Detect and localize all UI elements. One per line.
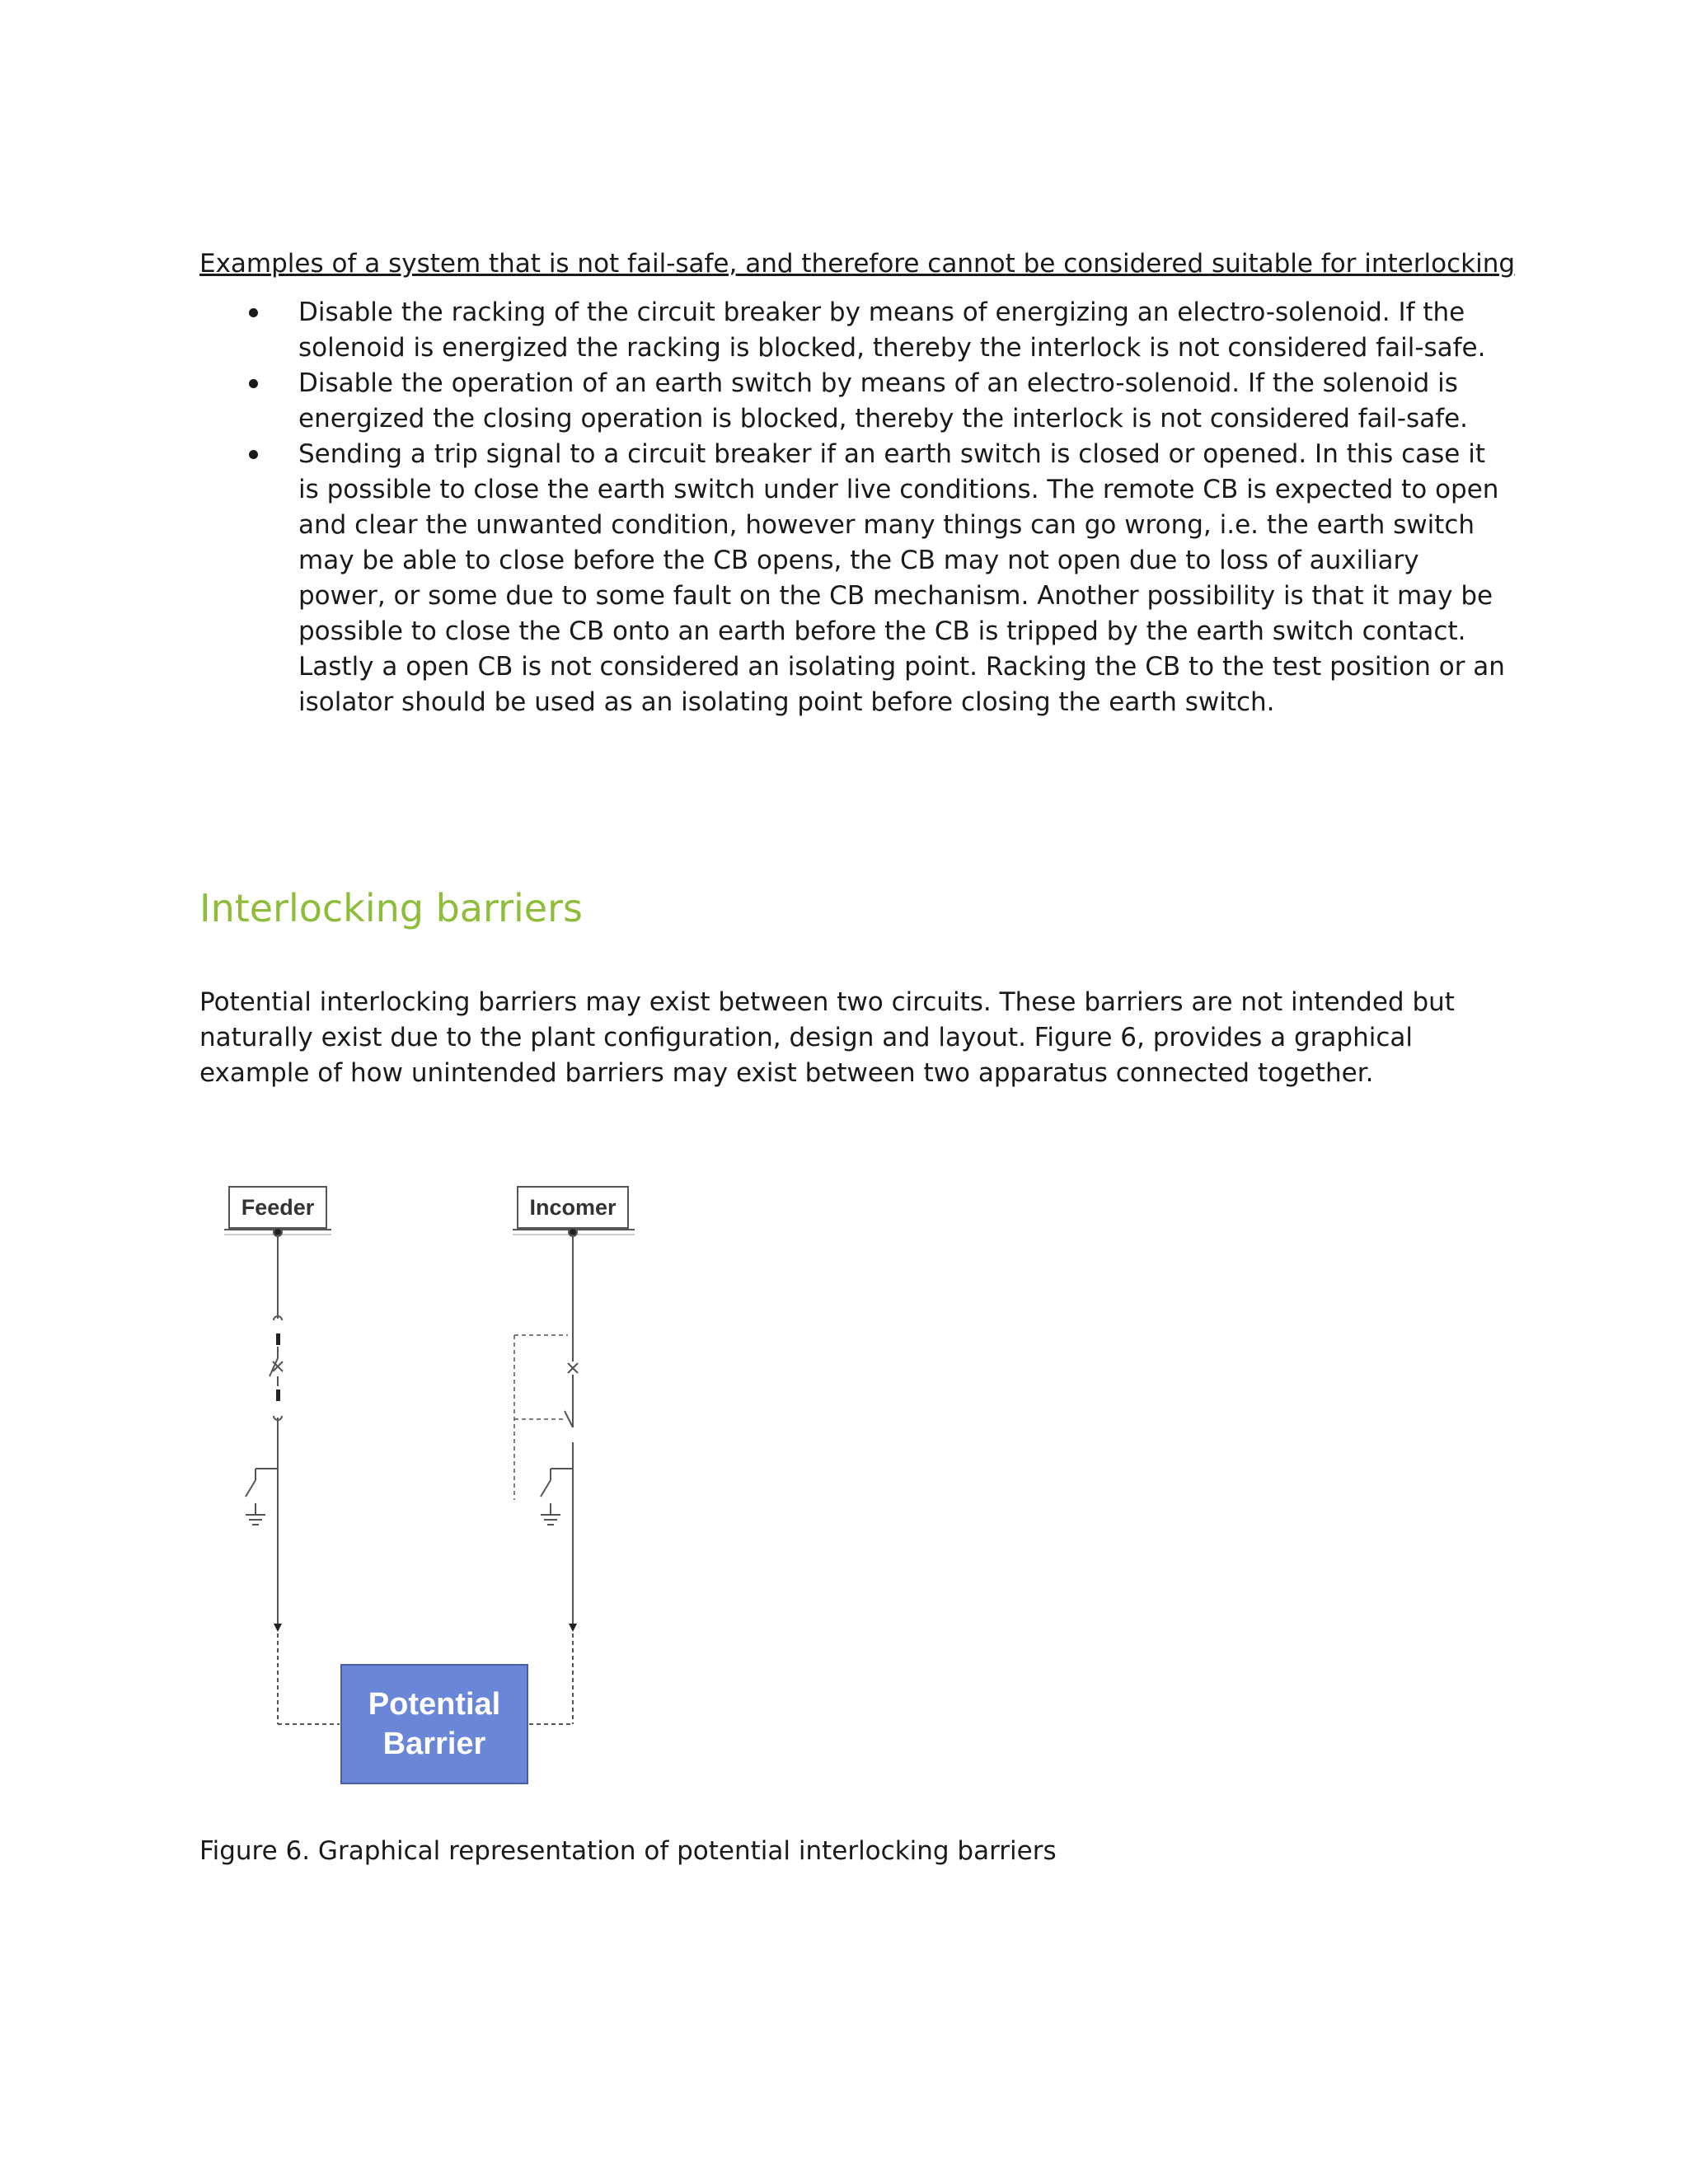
section-title: Interlocking barriers — [199, 886, 583, 930]
bullet-dot-icon — [249, 450, 258, 459]
bullet-text: Disable the operation of an earth switch by means of an electro-solenoid. If the solenoid is energized the closing operation is blocked, thereby the interlock is not considered fail-safe. — [298, 368, 1469, 434]
subheading: Examples of a system that is not fail-safe, and therefore cannot be considered suitable for interlocking — [199, 249, 1516, 279]
bullet-item — [199, 437, 1510, 720]
incomer-label: Incomer — [529, 1195, 617, 1220]
potential-barrier-box — [341, 1665, 528, 1783]
bullet-dot-icon — [249, 379, 258, 388]
bullet-item — [199, 295, 1510, 366]
bullet-item — [199, 366, 1510, 437]
bullet-text: Sending a trip signal to a circuit breaker if an earth switch is closed or opened. In this case it is possible to close the earth switch under live conditions. The remote CB is expected to open and clear the unwanted condition, however many things can go wrong, i.e. the earth switch may be able to close before the CB opens, the CB may not open due to loss of auxiliary power, or some due to some fault on the CB mechanism. Another possibility is that it may be possible to close the CB onto an earth before the CB is tripped by the earth switch contact. Lastly a open CB is not considered an isolating point. Racking the CB to the test position or an isolator should be used as an isolating point before closing the earth switch. — [298, 439, 1505, 717]
barrier-label-line2: Barrier — [382, 1727, 486, 1761]
incomer-circuit — [514, 1228, 578, 1724]
bullet-list — [199, 295, 1510, 720]
bullet-dot-icon — [249, 308, 258, 317]
body-paragraph: Potential interlocking barriers may exist between two circuits. These barriers are not intended but naturally exist due to the plant configuration, design and layout. Figure 6, provides a graphical example of how unintended barriers may exist between two apparatus connected together. — [199, 987, 1455, 1088]
feeder-label: Feeder — [241, 1195, 315, 1220]
barrier-label-line1: Potential — [368, 1687, 501, 1722]
feeder-circuit — [246, 1228, 340, 1724]
bullet-text: Disable the racking of the circuit breaker by means of energizing an electro-solenoid. If the solenoid is energized the racking is blocked, thereby the interlock is not considered fail-safe. — [298, 298, 1486, 363]
interlocking-diagram — [199, 1170, 661, 1797]
figure-caption: Figure 6. Graphical representation of potential interlocking barriers — [199, 1836, 1057, 1866]
